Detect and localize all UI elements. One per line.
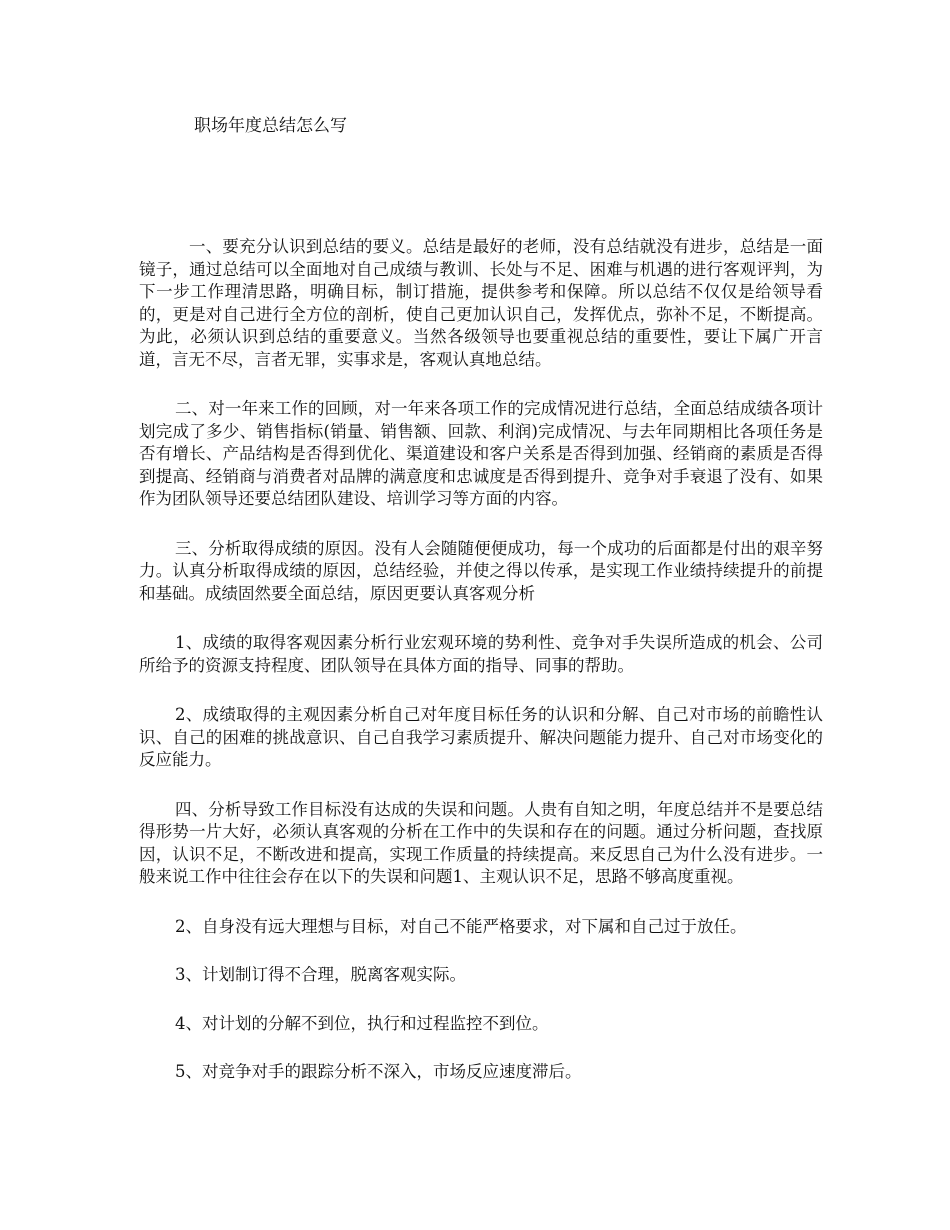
paragraph-5: 2、成绩取得的主观因素分析自己对年度目标任务的认识和分解、自己对市场的前瞻性认识、自己的困难的挑战意识、自己自我学习素质提升、解决问题能力提升、自己对市场变化的反应能力。 <box>139 705 823 769</box>
paragraph-7: 2、自身没有远大理想与目标，对自己不能严格要求，对下属和自己过于放任。 <box>175 916 747 936</box>
paragraph-1: 一、要充分认识到总结的要义。总结是最好的老师，没有总结就没有进步，总结是一面镜子，通过总结可以全面地对自己成绩与教训、长处与不足、困难与机遇的进行客观评判，为下一步工作理清思路，明确目标，制订措施，提供参考和保障。所以总结不仅仅是给领导看的，更是对自己进行全方位的剖析，使自己更加认识自己，发挥优点，弥补不足，不断提高。为此，必须认识到总结的重要意义。当然各级领导也要重视总结的重要性，要让下属广开言道，言无不尽，言者无罪，实事求是，客观认真地总结。 <box>139 237 823 369</box>
document-body <box>139 236 823 1084</box>
paragraph-4: 1、成绩的取得客观因素分析行业宏观环境的势利性、竞争对手失误所造成的机会、公司所给予的资源支持程度、团队领导在具体方面的指导、同事的帮助。 <box>139 633 823 675</box>
paragraph-8: 3、计划制订得不合理，脱离客观实际。 <box>175 965 466 984</box>
paragraph-2: 二、对一年来工作的回顾，对一年来各项工作的完成情况进行总结，全面总结成绩各项计划完成了多少、销售指标(销量、销售额、回款、利润)完成情况、与去年同期相比各项任务是否有增长、产品结构是否得到优化、渠道建设和客户关系是否得到加强、经销商的素质是否得到提高、经销商与消费者对品牌的满意度和忠诚度是否得到提升、竞争对手衰退了没有、如果作为团队领导还要总结团队建设、培训学习等方面的内容。 <box>139 399 823 508</box>
paragraph-3: 三、分析取得成绩的原因。没有人会随随便便成功，每一个成功的后面都是付出的艰辛努力。认真分析取得成绩的原因，总结经验，并使之得以传承，是实现工作业绩持续提升的前提和基础。成绩固然要全面总结，原因更要认真客观分析 <box>139 538 823 603</box>
paragraph-10: 5、对竞争对手的跟踪分析不深入，市场反应速度滞后。 <box>175 1062 582 1081</box>
paragraph-6: 四、分析导致工作目标没有达成的失误和问题。人贵有自知之明，年度总结并不是要总结得形势一片大好，必须认真客观的分析在工作中的失误和存在的问题。通过分析问题，查找原因，认识不足，不断改进和提高，实现工作质量的持续提高。来反思自己为什么没有进步。一般来说工作中往往会存在以下的失误和问题1、主观认识不足，思路不够高度重视。 <box>139 799 823 886</box>
document-title: 职场年度总结怎么写 <box>194 116 347 136</box>
paragraph-9: 4、对计划的分解不到位，执行和过程监控不到位。 <box>175 1013 549 1033</box>
